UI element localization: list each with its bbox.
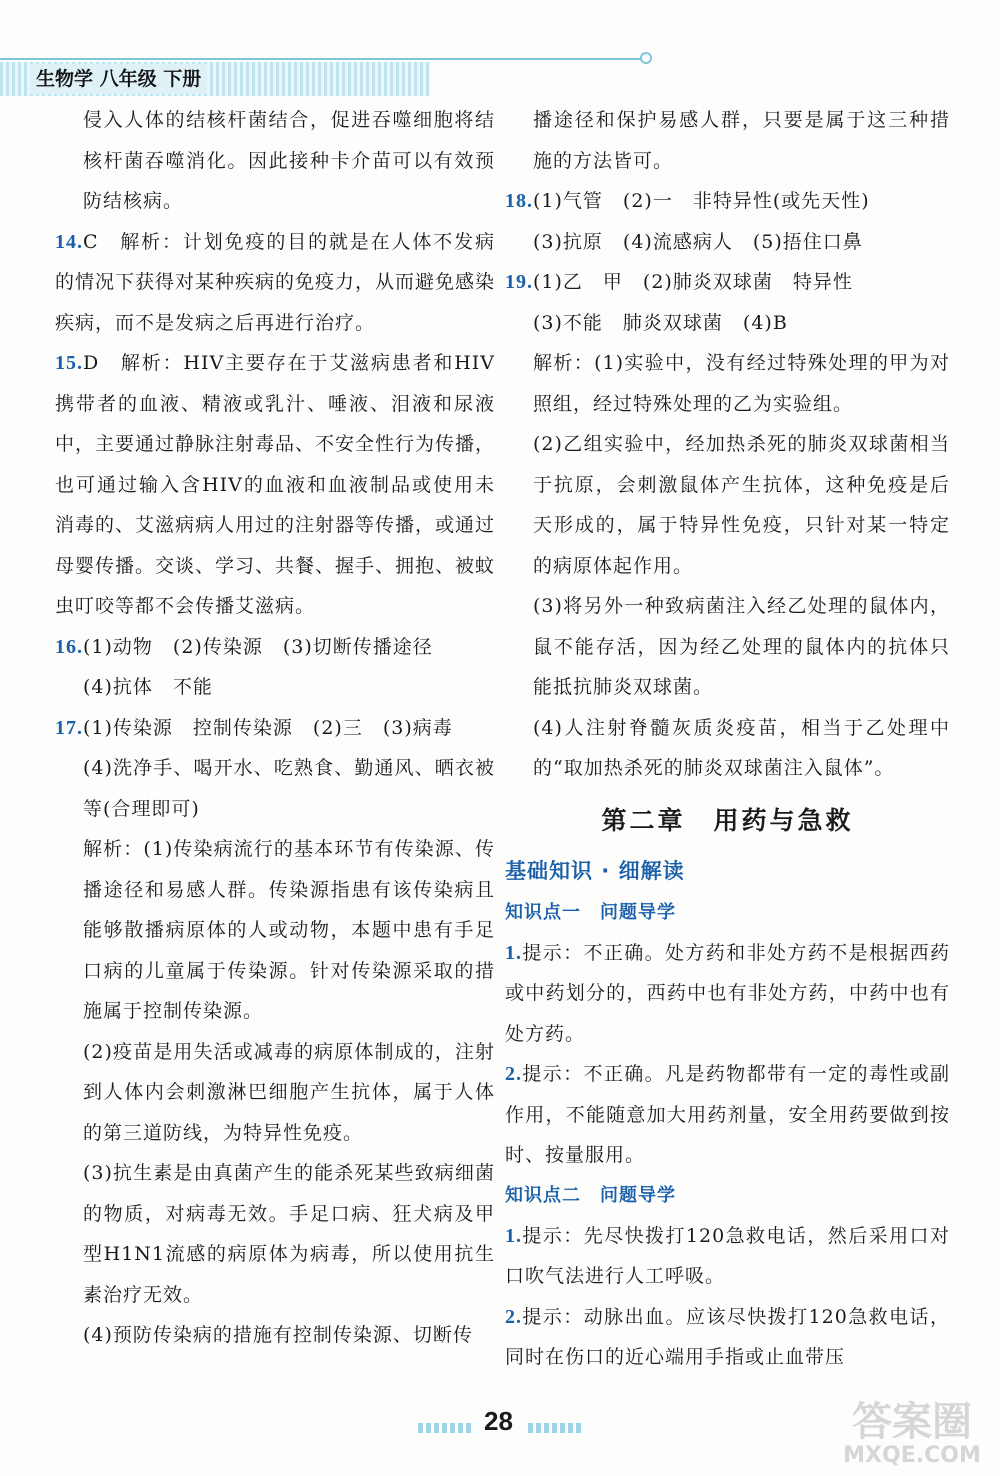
question-number: 2. (505, 1063, 522, 1085)
right-column (505, 100, 950, 1378)
page-number: 28 (484, 1406, 513, 1436)
answer-paragraph (55, 343, 495, 627)
answer-paragraph (505, 424, 950, 586)
watermark-logo (832, 1400, 992, 1472)
answer-text: 侵入人体的结核杆菌结合，促进吞噬细胞将结核杆菌吞噬消化。因此接种卡介苗可以有效预防结核病。 (83, 109, 495, 212)
chapter-title: 第二章 用药与急救 (601, 805, 854, 835)
answer-text: (1)气管 (2)一 非特异性(或先天性) (533, 190, 870, 212)
left-column (55, 100, 495, 1356)
footer-deco-right (528, 1423, 583, 1433)
answer-paragraph (55, 222, 495, 344)
answer-paragraph (55, 829, 495, 1032)
answer-text: (1)动物 (2)传染源 (3)切断传播途径 (83, 635, 433, 658)
knowledge-point-1-title: 知识点一 问题导学 (505, 901, 676, 923)
answer-text: C 解析：计划免疫的目的就是在人体不发病的情况下获得对某种疾病的免疫力，从而避免感染疾病，而不是发病之后再进行治疗。 (55, 230, 496, 334)
answer-paragraph (55, 708, 495, 749)
header-dot (640, 52, 652, 64)
question-number: 1. (505, 941, 522, 964)
answer-text: (1)传染源 控制传染源 (2)三 (3)病毒 (83, 716, 453, 739)
answer-paragraph (505, 1216, 950, 1297)
answer-paragraph (505, 262, 950, 303)
answer-paragraph (505, 100, 950, 181)
answer-text: D 解析：HIV主要存在于艾滋病患者和HIV携带者的血液、精液或乳汁、唾液、泪液和尿液中，主要通过静脉注射毒品、不安全性行为传播，也可通过输入含HIV的血液和血液制品或使用未消毒的、艾滋病病人用过的注射器等传播，或通过母婴传播。交谈、学习、共餐、握手、拥抱、被蚊虫叮咬等都不会传播艾滋病。 (55, 352, 496, 617)
watermark-line1: 答案圈 (852, 1399, 972, 1445)
section-title: 基础知识 · 细解读 (505, 858, 685, 883)
answer-paragraph (505, 181, 950, 222)
watermark-line2: MXQE.COM (843, 1443, 981, 1468)
answer-text: 解析：(1)传染病流行的基本环节有传染源、传播途径和易感人群。传染源指患有该传染病且能够散播病原体的人或动物，本题中患有手足口病的儿童属于传染源。针对传染源采取的措施属于控制传染源。 (83, 838, 495, 1022)
question-number: 2. (505, 1305, 522, 1328)
answer-paragraph (505, 1297, 950, 1378)
answer-paragraph (505, 933, 950, 1055)
answer-text: (2)乙组实验中，经加热杀死的肺炎双球菌相当于抗原，会刺激鼠体产生抗体，这种免疫是后天形成的，属于特异性免疫，只针对某一特定的病原体起作用。 (533, 433, 950, 577)
answer-text: (4)洗净手、喝开水、吃熟食、勤通风、晒衣被等(合理即可) (83, 757, 495, 820)
answer-text: 解析：(1)实验中，没有经过特殊处理的甲为对照组，经过特殊处理的乙为实验组。 (533, 352, 950, 415)
question-number: 17. (55, 716, 83, 739)
answer-paragraph (55, 100, 495, 222)
answer-text: (2)疫苗是用失活或减毒的病原体制成的，注射到人体内会刺激淋巴细胞产生抗体，属于人体的第三道防线，为特异性免疫。 (83, 1040, 495, 1144)
answer-text: 提示：不正确。处方药和非处方药不是根据西药或中药划分的，西药中也有非处方药，中药中也有处方药。 (505, 941, 950, 1045)
answer-text: 提示：先尽快拨打120急救电话，然后采用口对口吹气法进行人工呼吸。 (505, 1224, 950, 1287)
answer-text: (3)不能 肺炎双球菌 (4)B (533, 311, 788, 334)
question-number: 16. (55, 635, 83, 658)
answer-paragraph (55, 1315, 495, 1356)
question-number: 19. (505, 271, 533, 293)
answer-paragraph (505, 222, 950, 263)
answer-paragraph (505, 586, 950, 708)
answer-paragraph (55, 627, 495, 668)
answer-text: (1)乙 甲 (2)肺炎双球菌 特异性 (533, 271, 853, 293)
answer-text: 播途径和保护易感人群，只要是属于这三种措施的方法皆可。 (533, 109, 950, 172)
answer-paragraph (505, 303, 950, 344)
answer-paragraph (55, 1032, 495, 1154)
answer-paragraph (505, 1054, 950, 1176)
question-number: 1. (505, 1224, 522, 1247)
answer-paragraph (505, 343, 950, 424)
header-rule (0, 58, 645, 60)
footer-deco-left (418, 1423, 473, 1433)
question-number: 14. (55, 230, 83, 253)
question-number: 18. (505, 190, 533, 212)
answer-text: (4)抗体 不能 (83, 676, 213, 698)
answer-text: (4)人注射脊髓灰质炎疫苗，相当于乙处理中的“取加热杀死的肺炎双球菌注入鼠体”。 (533, 716, 950, 779)
answer-paragraph (55, 1153, 495, 1315)
header-title: 生物学 八年级 下册 (30, 64, 207, 94)
answer-paragraph (55, 748, 495, 829)
knowledge-point-2-title: 知识点二 问题导学 (505, 1184, 676, 1206)
answer-text: 提示：动脉出血。应该尽快拨打120急救电话，同时在伤口的近心端用手指或止血带压 (505, 1305, 950, 1368)
answer-text: 提示：不正确。凡是药物都带有一定的毒性或副作用，不能随意加大用药剂量，安全用药要做到按时、按量服用。 (505, 1063, 950, 1166)
answer-text: (3)抗生素是由真菌产生的能杀死某些致病细菌的物质，对病毒无效。手足口病、狂犬病及甲型H1N1流感的病原体为病毒，所以使用抗生素治疗无效。 (83, 1162, 495, 1306)
answer-paragraph (505, 708, 950, 789)
question-number: 15. (55, 352, 83, 374)
answer-text: (4)预防传染病的措施有控制传染源、切断传 (83, 1324, 473, 1346)
answer-paragraph (55, 667, 495, 708)
answer-text: (3)将另外一种致病菌注入经乙处理的鼠体内，鼠不能存活，因为经乙处理的鼠体内的抗体只能抵抗肺炎双球菌。 (533, 595, 950, 698)
answer-text: (3)抗原 (4)流感病人 (5)捂住口鼻 (533, 230, 863, 253)
